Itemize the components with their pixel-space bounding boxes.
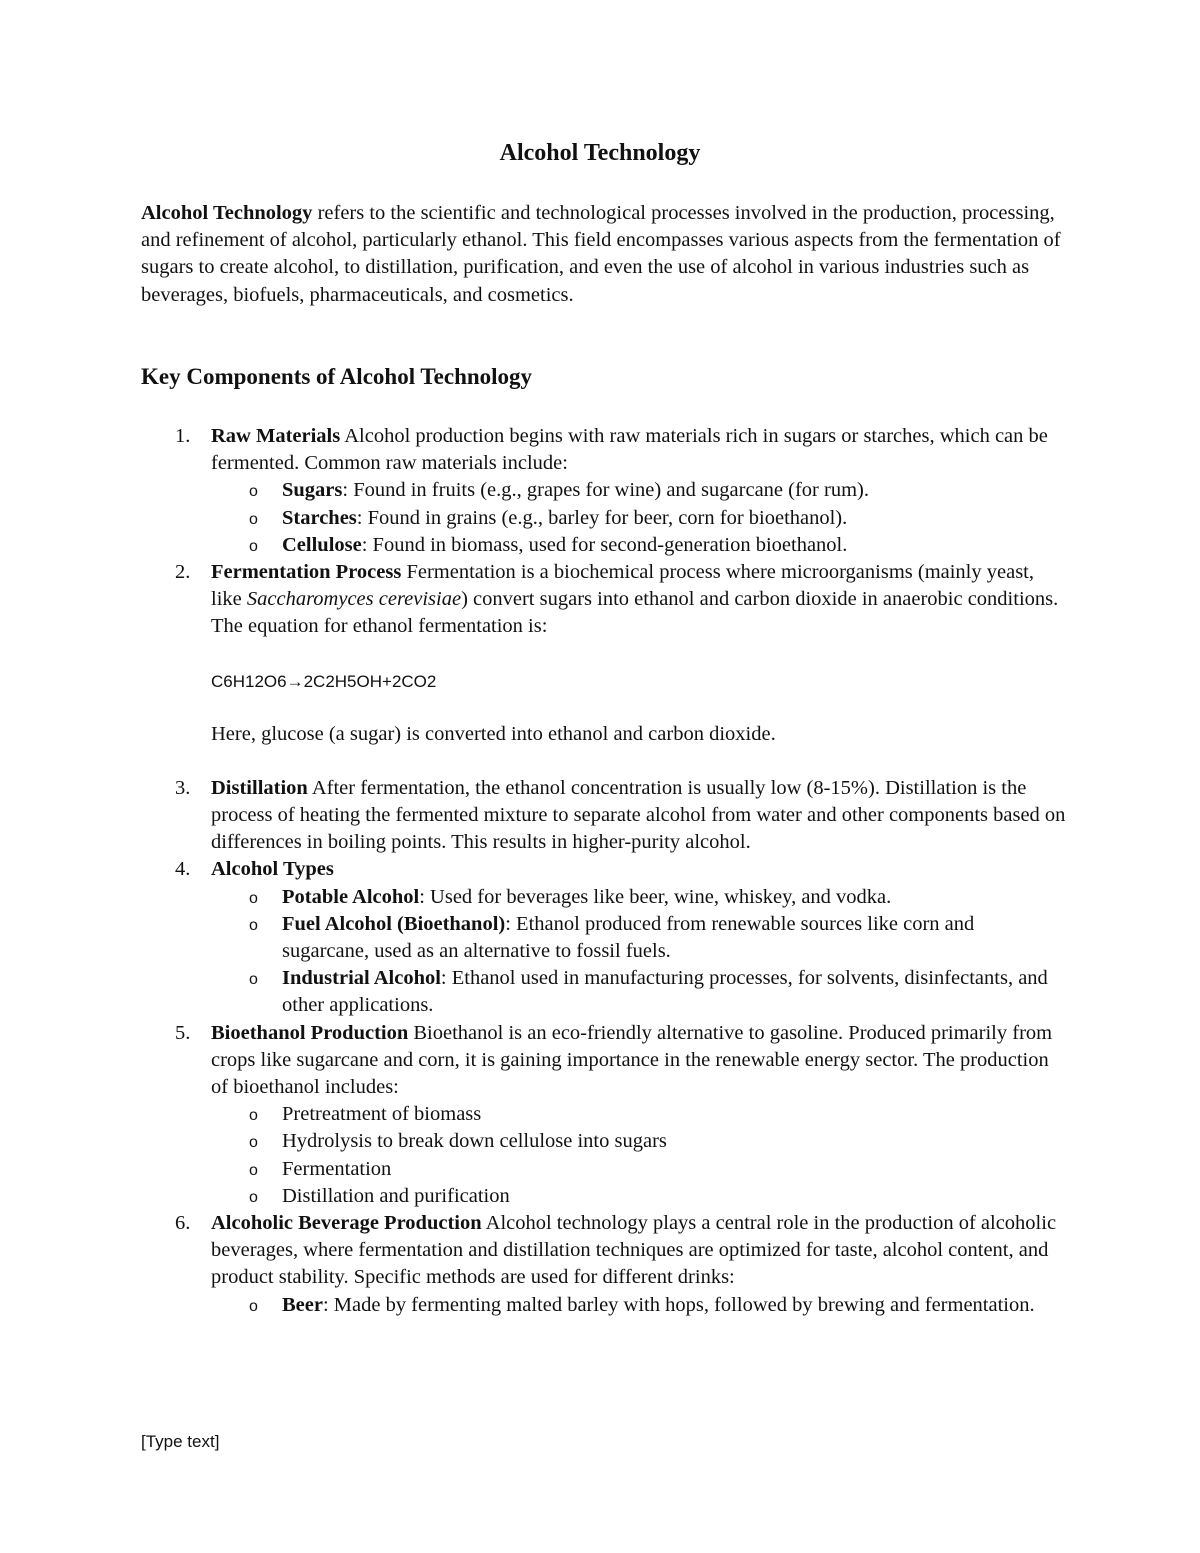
- components-list: [141, 423, 1066, 1319]
- item-term: Raw Materials: [211, 425, 341, 447]
- list-item-beverage-production: [141, 1210, 1066, 1292]
- sub-text: Pretreatment of biomass: [282, 1103, 482, 1126]
- item-text-after: ) convert sugars into ethanol and carbon dioxide in anaerobic conditions. The equation for ethanol fermentation is:: [211, 588, 1059, 638]
- sub-term: Potable Alcohol: [282, 885, 420, 908]
- list-number: 3.: [175, 776, 191, 799]
- sub-item-hydrolysis: [141, 1128, 1066, 1155]
- intro-term: Alcohol Technology: [141, 202, 313, 224]
- intro-text: refers to the scientific and technological processes involved in the production, processing, and refinement of alcohol, particularly ethanol. This field encompasses various aspects from the fermentation of sugars to create alcohol, to distillation, purification, and even the use of alcohol in various industries such as beverages, biofuels, pharmaceuticals, and cosmetics.: [141, 202, 1061, 306]
- item-text: Alcohol technology plays a central role in the production of alcoholic beverages, where fermentation and distillation techniques are optimized for taste, alcohol content, and product stability. Specific methods are used for different drinks:: [211, 1212, 1057, 1289]
- sub-text: Hydrolysis to break down cellulose into sugars: [282, 1130, 667, 1153]
- sub-term: Sugars: [282, 479, 343, 502]
- sub-term: Industrial Alcohol: [282, 967, 441, 990]
- sub-text: Distillation and purification: [282, 1184, 510, 1207]
- item-term: Fermentation Process: [211, 561, 402, 584]
- bullet-icon: o: [249, 889, 258, 907]
- bullet-icon: o: [249, 1107, 258, 1125]
- list-number: 1.: [175, 425, 191, 447]
- sub-term: Starches: [282, 506, 357, 529]
- sub-item-pretreatment: [141, 1101, 1066, 1128]
- list-number: 6.: [175, 1212, 191, 1235]
- bullet-icon: o: [249, 1297, 258, 1315]
- item-text: After fermentation, the ethanol concentration is usually low (8-15%). Distillation is the process of heating the fermented mixture to separate alcohol from water and other components based on differences in boiling points. This results in higher-purity alcohol.: [211, 776, 1066, 854]
- sub-text: Fermentation: [282, 1157, 392, 1180]
- sub-item-fuel: [141, 911, 1066, 965]
- list-item-bioethanol: [141, 1020, 1066, 1102]
- sub-text: : Found in fruits (e.g., grapes for wine) and sugarcane (for rum).: [342, 479, 869, 502]
- bullet-icon: o: [249, 971, 258, 989]
- item-text: Fermentation is a biochemical process where microorganisms (mainly yeast, like: [211, 561, 1034, 611]
- item-text: Alcohol production begins with raw materials rich in sugars or starches, which can be fermented. Common raw materials include:: [211, 425, 1048, 475]
- sub-text: : Made by fermenting malted barley with hops, followed by brewing and fermentation.: [322, 1293, 1035, 1316]
- fermentation-equation: C6H12O6→2C2H5OH+2CO2: [211, 671, 437, 691]
- sub-text: : Ethanol produced from renewable sources like corn and sugarcane, used as an alternative to fossil fuels.: [282, 912, 975, 963]
- item-italic: Saccharomyces cerevisiae: [246, 588, 462, 611]
- bullet-icon: o: [249, 483, 258, 501]
- sub-text: : Used for beverages like beer, wine, whiskey, and vodka.: [419, 885, 892, 908]
- item-term: Bioethanol Production: [211, 1021, 409, 1044]
- bullet-icon: o: [249, 916, 258, 934]
- list-number: 5.: [175, 1021, 191, 1044]
- item-term: Alcoholic Beverage Production: [211, 1212, 482, 1235]
- sub-text: : Ethanol used in manufacturing processes, for solvents, disinfectants, and other applications.: [282, 967, 1048, 1017]
- sub-term: Cellulose: [282, 533, 362, 556]
- sub-item-beer: [141, 1292, 1066, 1319]
- sub-text: : Found in grains (e.g., barley for beer, corn for bioethanol).: [356, 506, 848, 529]
- sub-item-distillation-purification: [141, 1183, 1066, 1210]
- document-title: Alcohol Technology: [499, 140, 701, 166]
- bullet-icon: o: [249, 1134, 258, 1152]
- item-term: Alcohol Types: [211, 858, 334, 881]
- list-number: 4.: [175, 858, 191, 881]
- list-item-distillation: [141, 775, 1066, 857]
- sub-item-fermentation: [141, 1156, 1066, 1183]
- sub-item-sugars: [141, 477, 1066, 504]
- sub-text: : Found in biomass, used for second-generation bioethanol.: [361, 533, 848, 556]
- section-heading: Key Components of Alcohol Technology: [141, 364, 533, 389]
- item-text: Bioethanol is an eco-friendly alternative to gasoline. Produced primarily from crops like sugarcane and corn, it is gaining importance in the renewable energy sector. The production of bioethanol includes:: [211, 1021, 1053, 1099]
- sub-item-potable: [141, 884, 1066, 911]
- sub-term: Beer: [282, 1293, 323, 1316]
- bullet-icon: o: [249, 1161, 258, 1179]
- bullet-icon: o: [249, 510, 258, 528]
- item-term: Distillation: [211, 776, 308, 799]
- sub-item-starches: [141, 505, 1066, 532]
- list-item-raw-materials: [141, 423, 1066, 477]
- list-number: 2.: [175, 561, 191, 584]
- sub-item-cellulose: [141, 532, 1066, 559]
- sub-item-industrial: [141, 965, 1066, 1019]
- spacer: [141, 748, 1066, 775]
- bullet-icon: o: [249, 537, 258, 555]
- sub-term: Fuel Alcohol (Bioethanol): [282, 912, 506, 935]
- intro-paragraph: [141, 200, 1061, 309]
- page-footer: [Type text]: [141, 1432, 220, 1451]
- bullet-icon: o: [249, 1188, 258, 1206]
- list-item-alcohol-types: [141, 856, 1066, 883]
- list-item-fermentation: [141, 559, 1066, 641]
- equation-followup: Here, glucose (a sugar) is converted into ethanol and carbon dioxide.: [211, 722, 776, 745]
